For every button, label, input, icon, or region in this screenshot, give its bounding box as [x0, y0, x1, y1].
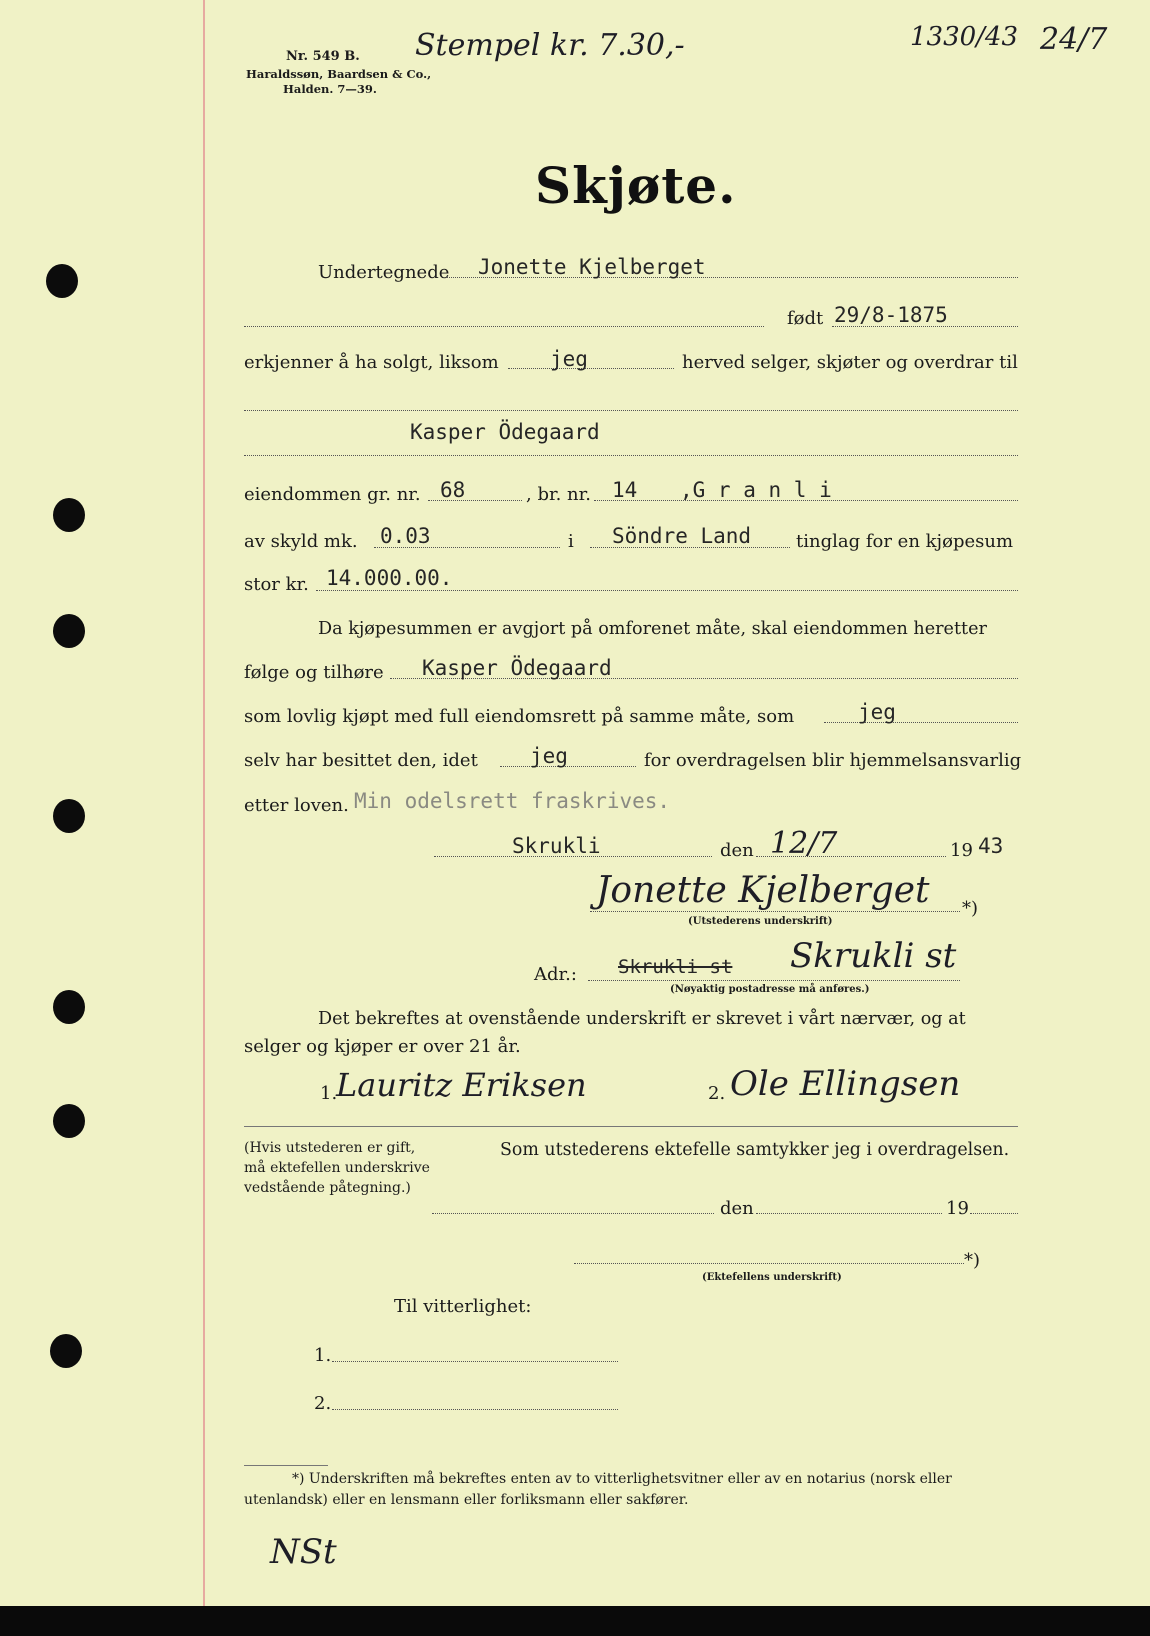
gr-nr: 68 [440, 478, 466, 502]
stor-label: stor kr. [244, 574, 309, 595]
printer-line: Haraldssøn, Baardsen & Co., [246, 67, 432, 81]
address-caption: (Nøyaktig postadresse må anføres.) [670, 984, 870, 995]
skyld-value: 0.03 [380, 524, 431, 548]
dotted-line [332, 1361, 618, 1362]
fodt-label: født [787, 308, 824, 329]
spouse-consent: Som utstederens ektefelle samtykker jeg i overdragelsen. [500, 1140, 1010, 1160]
dotted-line [332, 1409, 618, 1410]
seller-signature: Jonette Kjelberget [596, 870, 930, 911]
odelsrett-note: Min odelsrett fraskrives. [354, 789, 671, 813]
form-number: Nr. 549 B. [286, 49, 360, 64]
birth-date: 29/8-1875 [834, 303, 948, 327]
footnote-mark: *) [962, 898, 979, 919]
witness-2-number: 2. [708, 1083, 726, 1104]
lovlig-text: som lovlig kjøpt med full eiendomsrett på samme måte, som [244, 706, 795, 727]
confirm-text: Det bekreftes at ovenstående underskrift er skrevet i vårt nærvær, og at [318, 1009, 966, 1029]
punch-hole [53, 1104, 85, 1138]
dotted-line [244, 410, 1018, 411]
buyer-name: Kasper Ödegaard [410, 420, 600, 444]
punch-hole [53, 498, 85, 532]
punch-hole [53, 614, 85, 648]
address-struck: Skrukli st [618, 956, 733, 978]
date-day: 12/7 [770, 826, 838, 861]
year-prefix: 19 [950, 840, 973, 861]
divider-rule [244, 1126, 1018, 1127]
tinglag-text: tinglag for en kjøpesum [796, 531, 1014, 552]
footnote-rule [244, 1465, 328, 1466]
address-handwritten: Skrukli st [790, 936, 957, 976]
etter-label: etter loven. [244, 795, 349, 816]
year-prefix-2: 19 [946, 1198, 969, 1219]
i-label: i [568, 531, 574, 552]
den-label-2: den [720, 1198, 754, 1219]
pronoun-2: jeg [858, 700, 896, 724]
spouse-note: vedstående påtegning.) [244, 1180, 411, 1196]
dotted-line [590, 911, 960, 912]
footnote-text: *) Underskriften må bekreftes enten av to vitterlighetsvitner eller av en notarius (norsk eller [292, 1471, 952, 1487]
place: Skrukli [512, 834, 601, 858]
buyer-name-2: Kasper Ödegaard [422, 656, 612, 680]
dotted-line [316, 590, 1018, 591]
dotted-line [244, 455, 1018, 456]
stamp-note: Stempel kr. 7.30,- [415, 28, 685, 63]
confirm-text-2: selger og kjøper er over 21 år. [244, 1036, 521, 1057]
eiendommen-label: eiendommen gr. nr. [244, 484, 421, 505]
paragraph-text: Da kjøpesummen er avgjort på omforenet måte, skal eiendommen heretter [318, 619, 987, 639]
spouse-note: må ektefellen underskrive [244, 1160, 430, 1176]
dotted-line [756, 1213, 942, 1214]
farm-name: ,G r a n l i [680, 478, 832, 502]
year-suffix: 43 [978, 834, 1004, 858]
signature-caption: (Utstederens underskrift) [688, 916, 833, 927]
spouse-caption: (Ektefellens underskrift) [702, 1272, 842, 1283]
spouse-note: (Hvis utstederen er gift, [244, 1140, 416, 1156]
footnote-text-2: utenlandsk) eller en lensmann eller forliksmann eller sakfører. [244, 1492, 689, 1508]
pronoun-3: jeg [530, 744, 568, 768]
dotted-line [588, 980, 960, 981]
witness-1-number: 1. [320, 1083, 338, 1104]
tinglag: Söndre Land [612, 524, 752, 548]
punch-hole [46, 264, 78, 298]
punch-hole [53, 990, 85, 1024]
dotted-line [432, 1213, 714, 1214]
punch-hole [53, 799, 85, 833]
footnote-mark-2: *) [964, 1250, 981, 1271]
vitterlighet-1-number: 1. [314, 1345, 332, 1366]
dotted-line [574, 1263, 964, 1264]
erkjenner-text-post: herved selger, skjøter og overdrar til [682, 352, 1018, 373]
folge-label: følge og tilhøre [244, 662, 384, 683]
dotted-line [970, 1213, 1018, 1214]
dotted-line [500, 766, 636, 767]
dotted-line [824, 722, 1018, 723]
dotted-line [244, 326, 764, 327]
margin-line [203, 0, 205, 1606]
br-nr-label: , br. nr. [526, 484, 591, 505]
adr-label: Adr.: [534, 964, 577, 985]
skyld-label: av skyld mk. [244, 531, 358, 552]
seller-name: Jonette Kjelberget [478, 255, 706, 279]
price: 14.000.00. [326, 566, 453, 590]
br-nr: 14 [612, 478, 638, 502]
witness-1-signature: Lauritz Eriksen [336, 1066, 587, 1104]
registration-number: 1330/43 [910, 22, 1019, 52]
punch-hole [50, 1334, 82, 1368]
vitterlighet-2-number: 2. [314, 1393, 332, 1414]
den-label: den [720, 840, 754, 861]
dotted-line [508, 368, 674, 369]
erkjenner-text: erkjenner å ha solgt, liksom [244, 352, 499, 373]
registration-date: 24/7 [1040, 22, 1108, 57]
selv-text: selv har besittet den, idet [244, 750, 478, 771]
initials: NSt [270, 1532, 337, 1572]
selv-text-post: for overdragelsen blir hjemmelsansvarlig [644, 750, 1022, 771]
seller-pronoun: jeg [550, 347, 588, 371]
undertegnede-label: Undertegnede [318, 262, 450, 283]
vitterlighet-label: Til vitterlighet: [394, 1296, 532, 1317]
document-title: Skjøte. [535, 156, 737, 215]
witness-2-signature: Ole Ellingsen [730, 1064, 961, 1104]
printer-line: Halden. 7—39. [283, 82, 377, 96]
